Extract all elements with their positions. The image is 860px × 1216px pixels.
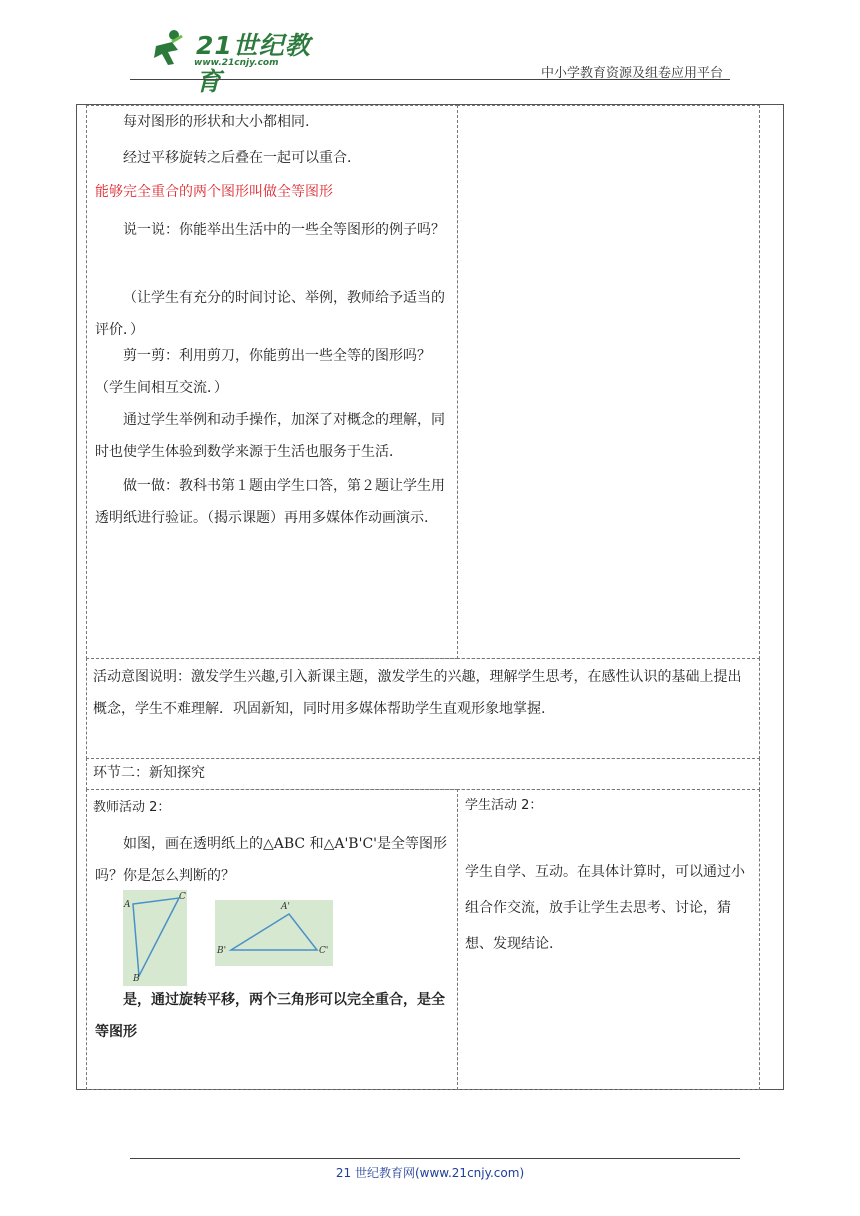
say-prompt: 说一说：你能举出生活中的一些全等图形的例子吗？ [123, 222, 445, 238]
understanding-note: 通过学生举例和动手操作，加深了对概念的理解，同时也使学生体验到数学来源于生活也服务于生活． [95, 412, 445, 460]
vertex-a-prime-label: A' [281, 902, 290, 912]
logo-url: www.21cnjy.com [194, 58, 279, 68]
teacher-activity-title: 教师活动 2： [93, 800, 171, 815]
do-prompt: 做一做：教科书第１题由学生口答，第２题让学生用透明纸进行验证。（揭示课题）再用多媒体作动画演示. [95, 478, 445, 526]
site-logo [148, 28, 318, 96]
triangle-a2b2c2-figure [215, 900, 333, 966]
teacher-activity-cell-1 [86, 105, 458, 659]
activity-intent-cell [86, 658, 760, 759]
stage-title: 环节二：新知探究 [93, 765, 205, 781]
cut-prompt: 剪一剪：利用剪刀，你能剪出一些全等的图形吗？（学生间相互交流．） [95, 348, 431, 396]
student-activity-cell-1 [457, 105, 760, 659]
header-divider [130, 79, 730, 80]
discussion-note: （让学生有充分的时间讨论、举例，教师给予适当的评价．） [95, 290, 445, 338]
teacher-activity-cell-2 [86, 789, 458, 1090]
stage-cell [86, 758, 760, 790]
lesson-table [76, 104, 784, 1090]
answer-text: 是，通过旋转平移，两个三角形可以完全重合，是全等图形 [95, 992, 445, 1040]
student-activity-title: 学生活动 2： [465, 798, 543, 813]
running-figure-icon [148, 28, 188, 68]
vertex-c-label: C [179, 892, 186, 902]
definition-highlight: 能够完全重合的两个图形叫做全等图形 [95, 184, 333, 200]
triangle-question: 如图，画在透明纸上的△ABC 和△A'B'C'是全等图形吗？你是怎么判断的？ [95, 836, 448, 884]
logo-text: 21世纪教育 [196, 31, 311, 96]
vertex-c-prime-label: C' [319, 946, 329, 956]
activity-intent-text: 活动意图说明：激发学生兴趣,引入新课主题，激发学生的兴趣，理解学生思考，在感性认识的基础上提出概念，学生不难理解．巩固新知，同时用多媒体帮助学生直观形象地掌握. [93, 669, 742, 717]
platform-title: 中小学教育资源及组卷应用平台 [540, 66, 723, 81]
footer-text: 21 世纪教育网(www.21cnjy.com) [335, 1166, 525, 1180]
text-line-2: 经过平移旋转之后叠在一起可以重合. [123, 150, 352, 166]
triangle-abc-figure [123, 890, 187, 986]
vertex-b-label: B [133, 974, 140, 984]
page-header [0, 0, 860, 96]
vertex-a-label: A [124, 900, 131, 910]
student-activity-cell-2 [457, 789, 760, 1090]
footer-divider [130, 1158, 740, 1159]
text-line-1: 每对图形的形状和大小都相同. [123, 114, 310, 130]
triangle-a2b2c2-shape [215, 900, 333, 966]
vertex-b-prime-label: B' [217, 946, 227, 956]
student-activity-text: 学生自学、互动。在具体计算时，可以通过小组合作交流，放手让学生去思考、讨论，猜想、发现结论. [465, 864, 745, 952]
triangle-abc-shape [123, 890, 187, 986]
